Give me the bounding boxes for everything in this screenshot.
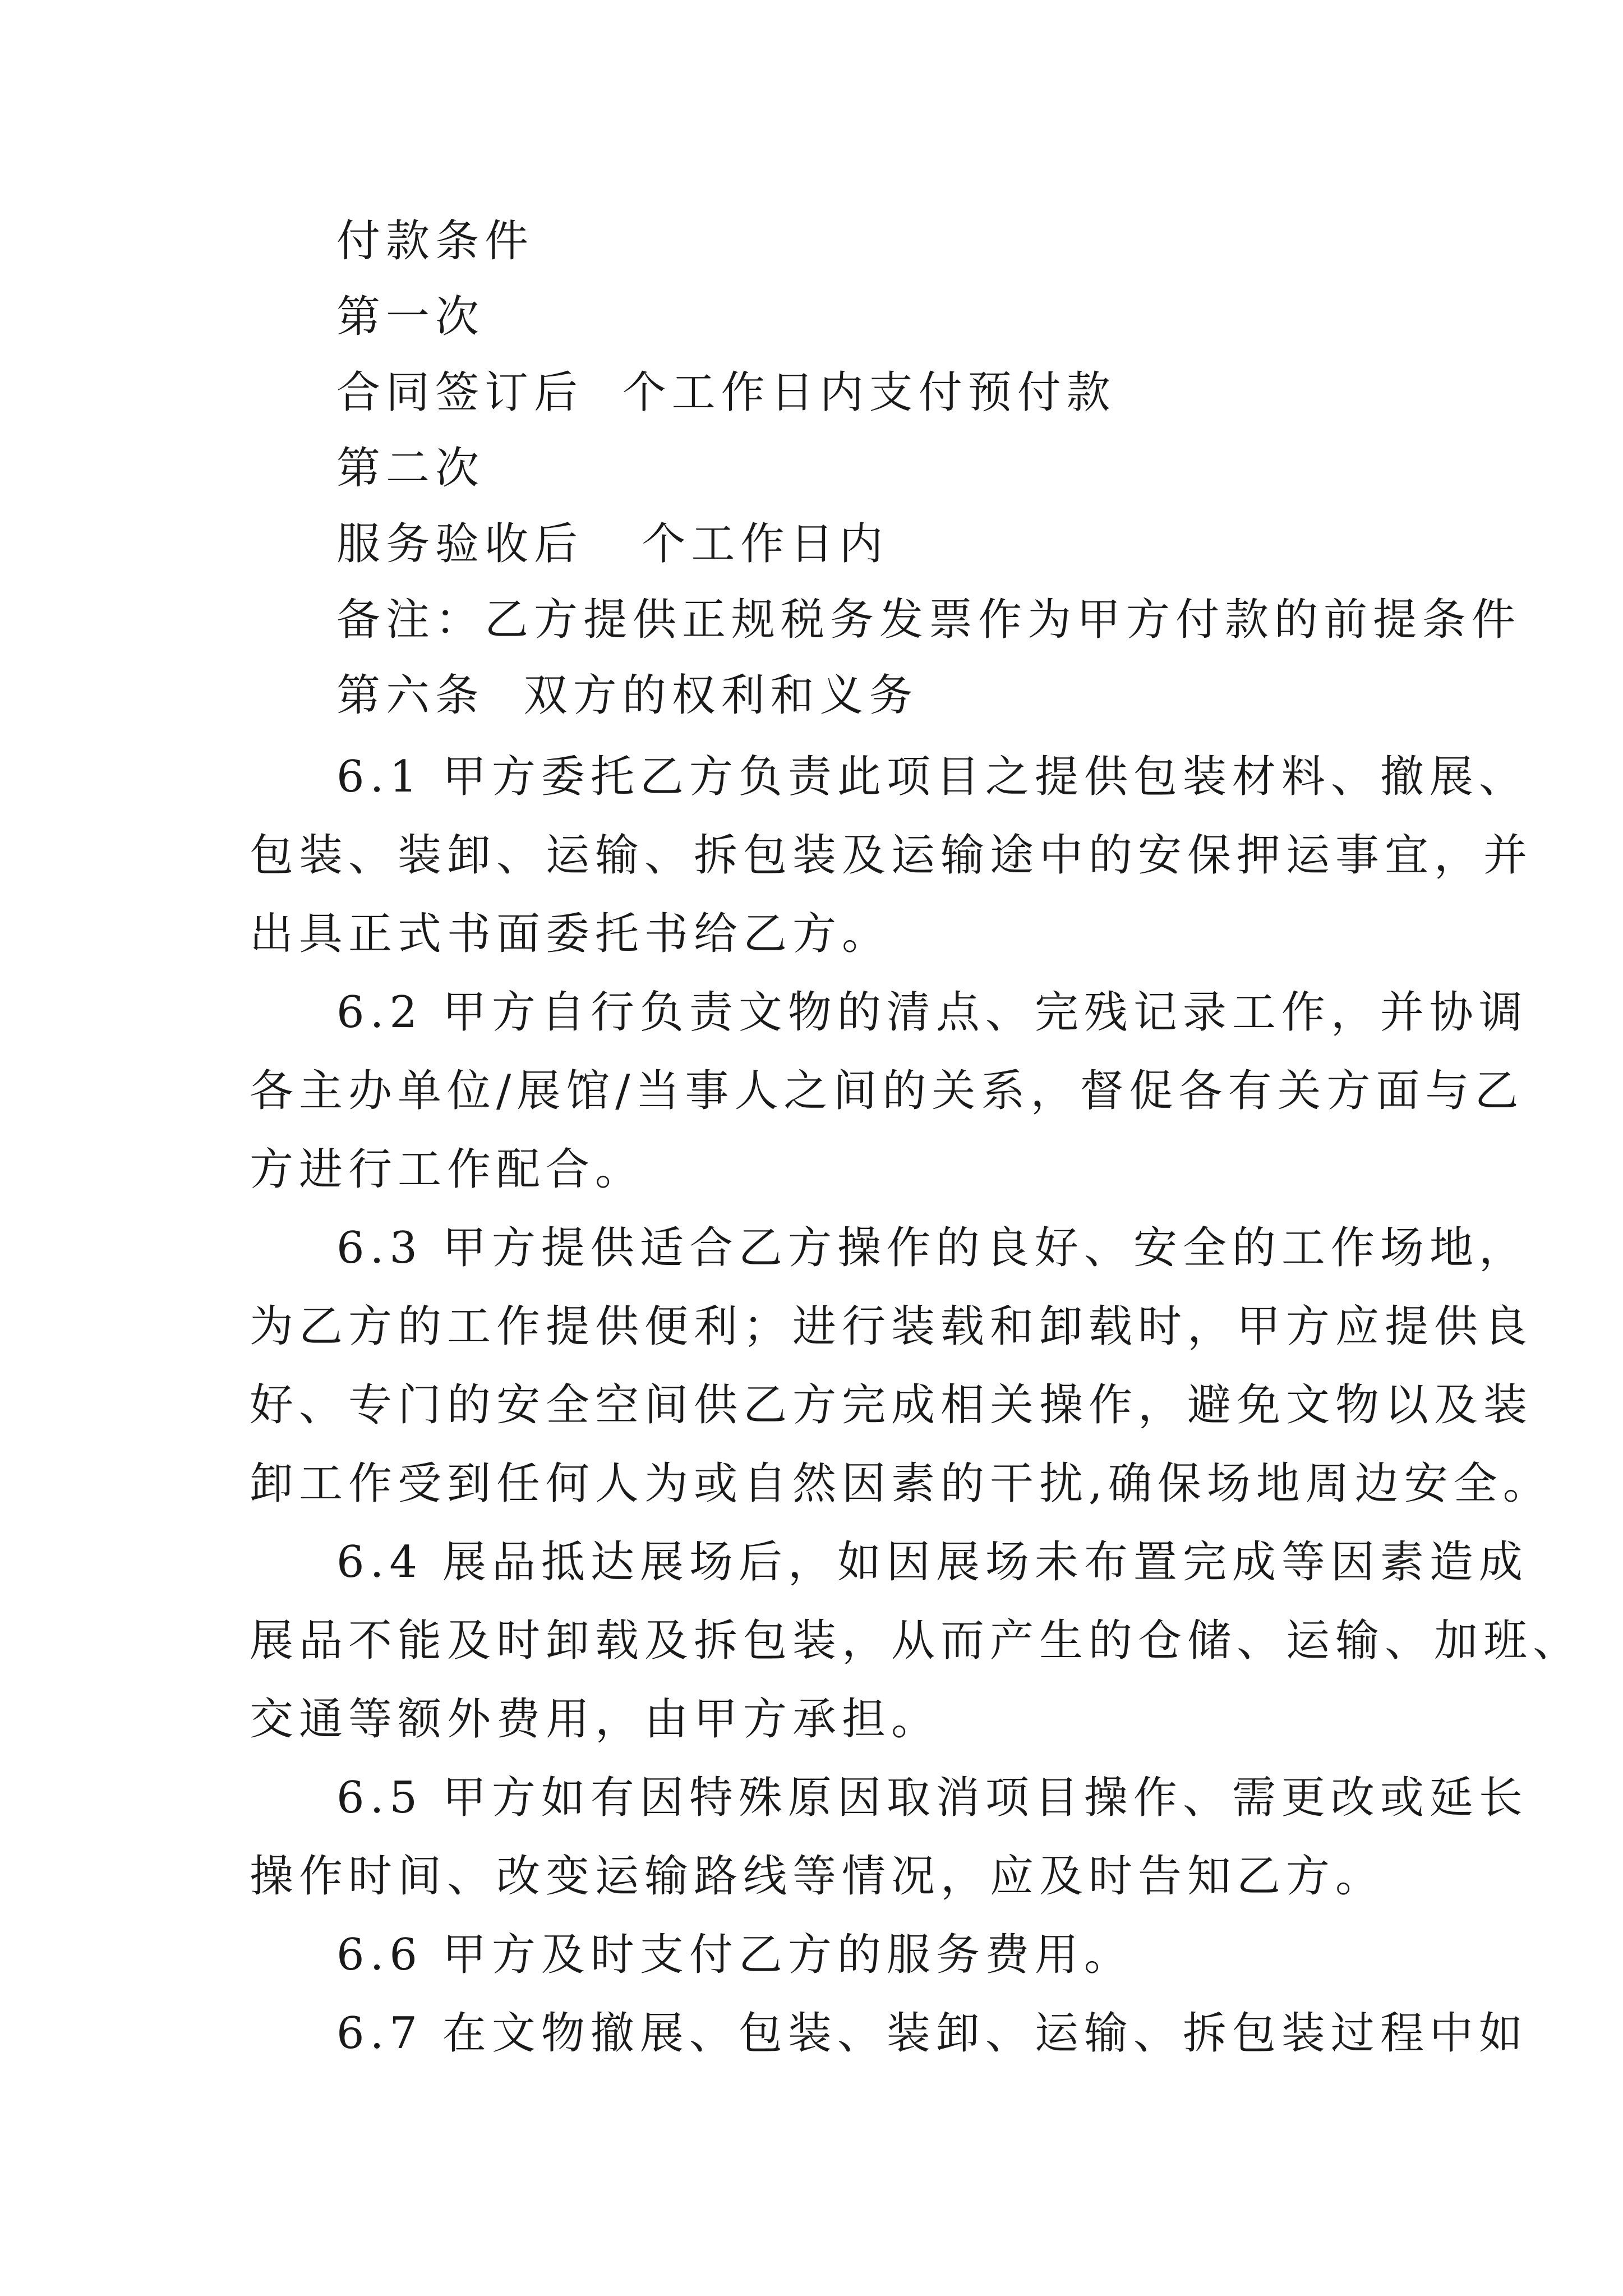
- paragraph-6-3-line-2: 为乙方的工作提供便利；进行装载和卸载时，甲方应提供良: [250, 1301, 1533, 1352]
- paragraph-6-4-line-2: 展品不能及时卸载及拆包装，从而产生的仓储、运输、加班、: [250, 1616, 1583, 1666]
- paragraph-6-5-line-1: 6.5 甲方如有因特殊原因取消项目操作、需更改或延长: [336, 1773, 1528, 1823]
- paragraph-6-4-line-3: 交通等额外费用，由甲方承担。: [250, 1694, 941, 1745]
- article-six-title: 第六条 双方的权利和义务: [336, 670, 919, 721]
- paragraph-6-3-line-1: 6.3 甲方提供适合乙方操作的良好、安全的工作场地，: [336, 1223, 1528, 1273]
- payment-note: 备注：乙方提供正规税务发票作为甲方付款的前提条件: [336, 595, 1521, 645]
- paragraph-6-2-line-3: 方进行工作配合。: [250, 1144, 645, 1195]
- paragraph-6-2-line-1: 6.2 甲方自行负责文物的清点、完残记录工作，并协调: [336, 987, 1528, 1038]
- payment-first-text: 合同签订后 个工作日内支付预付款: [336, 367, 1116, 418]
- payment-second-label: 第二次: [336, 443, 485, 494]
- paragraph-6-1-line-3: 出具正式书面委托书给乙方。: [250, 909, 892, 959]
- paragraph-6-5-line-2: 操作时间、改变运输路线等情况，应及时告知乙方。: [250, 1851, 1385, 1902]
- payment-heading: 付款条件: [336, 216, 534, 266]
- paragraph-6-7-line-1: 6.7 在文物撤展、包装、装卸、运输、拆包装过程中如: [336, 2008, 1528, 2059]
- paragraph-6-2-line-2: 各主办单位/展馆/当事人之间的关系，督促各有关方面与乙: [250, 1066, 1524, 1116]
- paragraph-6-3-line-4: 卸工作受到任何人为或自然因素的干扰,确保场地周边安全。: [250, 1458, 1552, 1509]
- paragraph-6-6-line-1: 6.6 甲方及时支付乙方的服务费用。: [336, 1930, 1133, 1980]
- payment-second-text: 服务验收后 个工作日内: [336, 519, 889, 569]
- paragraph-6-4-line-1: 6.4 展品抵达展场后，如因展场未布置完成等因素造成: [336, 1537, 1528, 1588]
- paragraph-6-1-line-1: 6.1 甲方委托乙方负责此项目之提供包装材料、撤展、: [336, 752, 1528, 802]
- payment-first-label: 第一次: [336, 292, 485, 342]
- paragraph-6-3-line-3: 好、专门的安全空间供乙方完成相关操作，避免文物以及装: [250, 1380, 1533, 1430]
- paragraph-6-1-line-2: 包装、装卸、运输、拆包装及运输途中的安保押运事宜，并: [250, 830, 1533, 881]
